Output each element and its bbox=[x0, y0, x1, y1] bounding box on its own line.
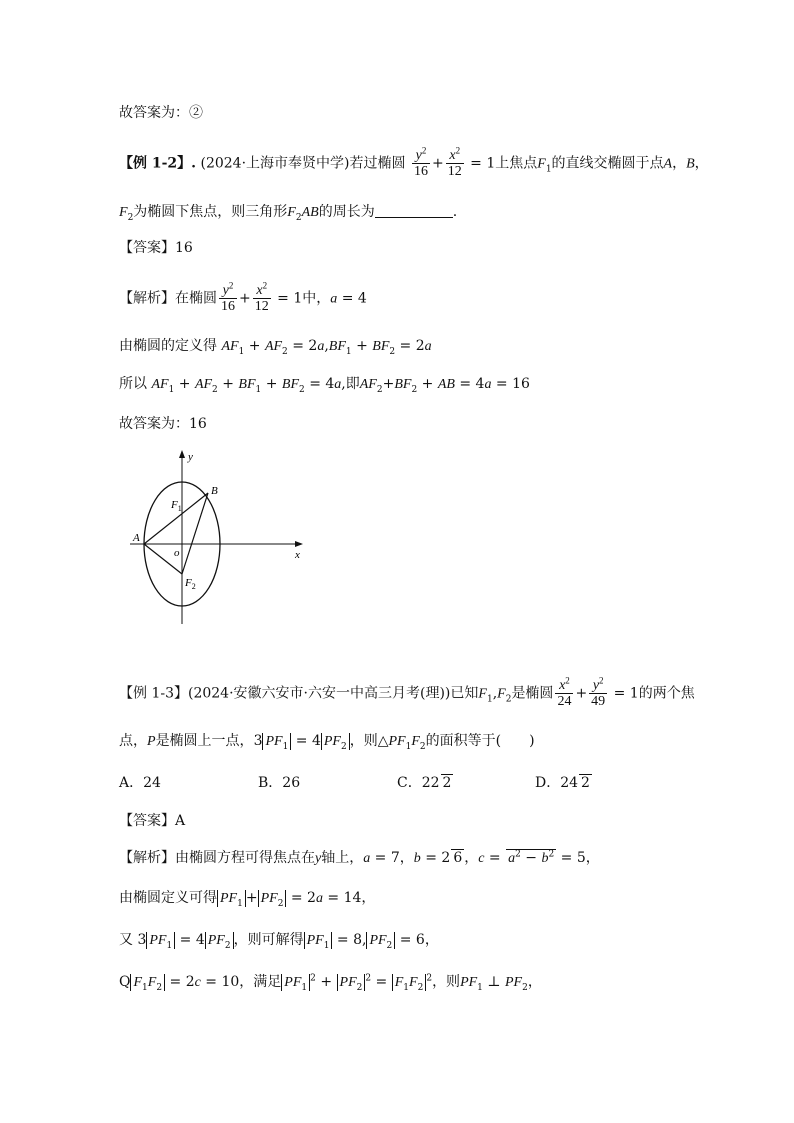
y-axis-arrow bbox=[179, 450, 185, 458]
label-A: A bbox=[133, 532, 140, 544]
answer-blank bbox=[375, 203, 453, 218]
example-label: 【例 1-3】 bbox=[119, 685, 188, 702]
solution-1-2-line-1: 【解析】在椭圆 $\frac{y^2}{16}$ + $\frac{x^2}{12}$ = 1中，a = 4 bbox=[119, 280, 367, 314]
option-c[interactable]: C．22 2 bbox=[397, 775, 452, 791]
solution-1-3-line-1: 【解析】由椭圆方程可得焦点在y轴上，a = 7，b = 2 6 ，$c = a^2 - b^2 = 5$， bbox=[119, 849, 600, 866]
answer-line-1 bbox=[119, 103, 203, 123]
example-source: (2024·上海市奉贤中学)若过椭圆 bbox=[200, 155, 406, 172]
example-label: 【例 1-2】. bbox=[119, 155, 197, 172]
label-F2: $F_2$ bbox=[185, 577, 196, 591]
fraction-y2-16: $\frac{y^2}{16}$ bbox=[413, 145, 428, 179]
x-axis-arrow bbox=[295, 541, 303, 547]
label-B: B bbox=[211, 485, 218, 497]
radical: 2 bbox=[442, 775, 452, 791]
solution-1-3-line-3: 又 3 $PF_1 = 4$ $PF_2$ ，则可解得 $PF_1 = 8$, $PF_2 = 6$， bbox=[119, 932, 439, 951]
fraction-x2-12: $\frac{x^2}{12}$ bbox=[447, 145, 462, 179]
label-F1: $F_1$ bbox=[171, 499, 182, 513]
example-1-3-line-2: 点，P是椭圆上一点，3 $PF_1 = 4$ $PF_2$ ，则$\triangle PF_1F_2$的面积等于( ) bbox=[119, 733, 535, 752]
option-a[interactable]: A．24 bbox=[119, 775, 161, 791]
answer-text: 故答案为：② bbox=[119, 105, 203, 121]
label-x: x bbox=[295, 549, 300, 561]
option-d[interactable]: D．24 2 bbox=[535, 775, 590, 791]
radical: 2 bbox=[581, 775, 590, 791]
label-origin: o bbox=[174, 547, 180, 559]
example-1-2-line-1: 【例 1-2】. (2024·上海市奉贤中学)若过椭圆 $\frac{y^2}{16}$ + $\frac{x^2}{12}$ = 1上焦点$F_1$的直线交椭圆于点A，B， bbox=[119, 145, 709, 179]
solution-1-2-line-2: 由椭圆的定义得 $AF_1 + AF_2 = 2a,BF_1 + BF_2 = 2a$ bbox=[119, 338, 432, 357]
answer-1-2: 【答案】16 bbox=[119, 240, 193, 256]
answer-1-3: 【答案】A bbox=[119, 813, 186, 829]
label-y: y bbox=[188, 451, 193, 463]
ellipse-figure bbox=[128, 448, 308, 628]
solution-1-3-line-2: 由椭圆定义可得 $PF_1 + PF_2 = 2a = 14$， bbox=[119, 890, 376, 909]
solution-1-2-line-3: 所以 $AF_1 + AF_2 + BF_1 + BF_2 = 4a$,即$AF_2+BF_2$ + AB = 4a = 16 bbox=[119, 376, 530, 395]
solution-1-2-line-4: 故答案为：16 bbox=[119, 416, 207, 432]
example-1-3-line-1: 【例 1-3】(2024·安徽六安市·六安一中高三月考(理))已知$F_1,F_2$是椭圆 $\frac{x^2}{24}$ + $\frac{y^2}{49}$ = 1的两个焦 bbox=[119, 675, 695, 709]
example-1-2-line-2: $F_2$为椭圆下焦点，则三角形$F_2AB$的周长为 . bbox=[119, 204, 458, 223]
solution-1-3-line-4: Q $F_1F_2 = 2c = 10$，满足 $PF_1^2 + PF_2^2 = F_1F_2^2$，则$PF_1$ ⊥ $PF_2$， bbox=[119, 973, 542, 993]
option-b[interactable]: B．26 bbox=[258, 775, 301, 791]
segment-BF2 bbox=[182, 493, 208, 574]
